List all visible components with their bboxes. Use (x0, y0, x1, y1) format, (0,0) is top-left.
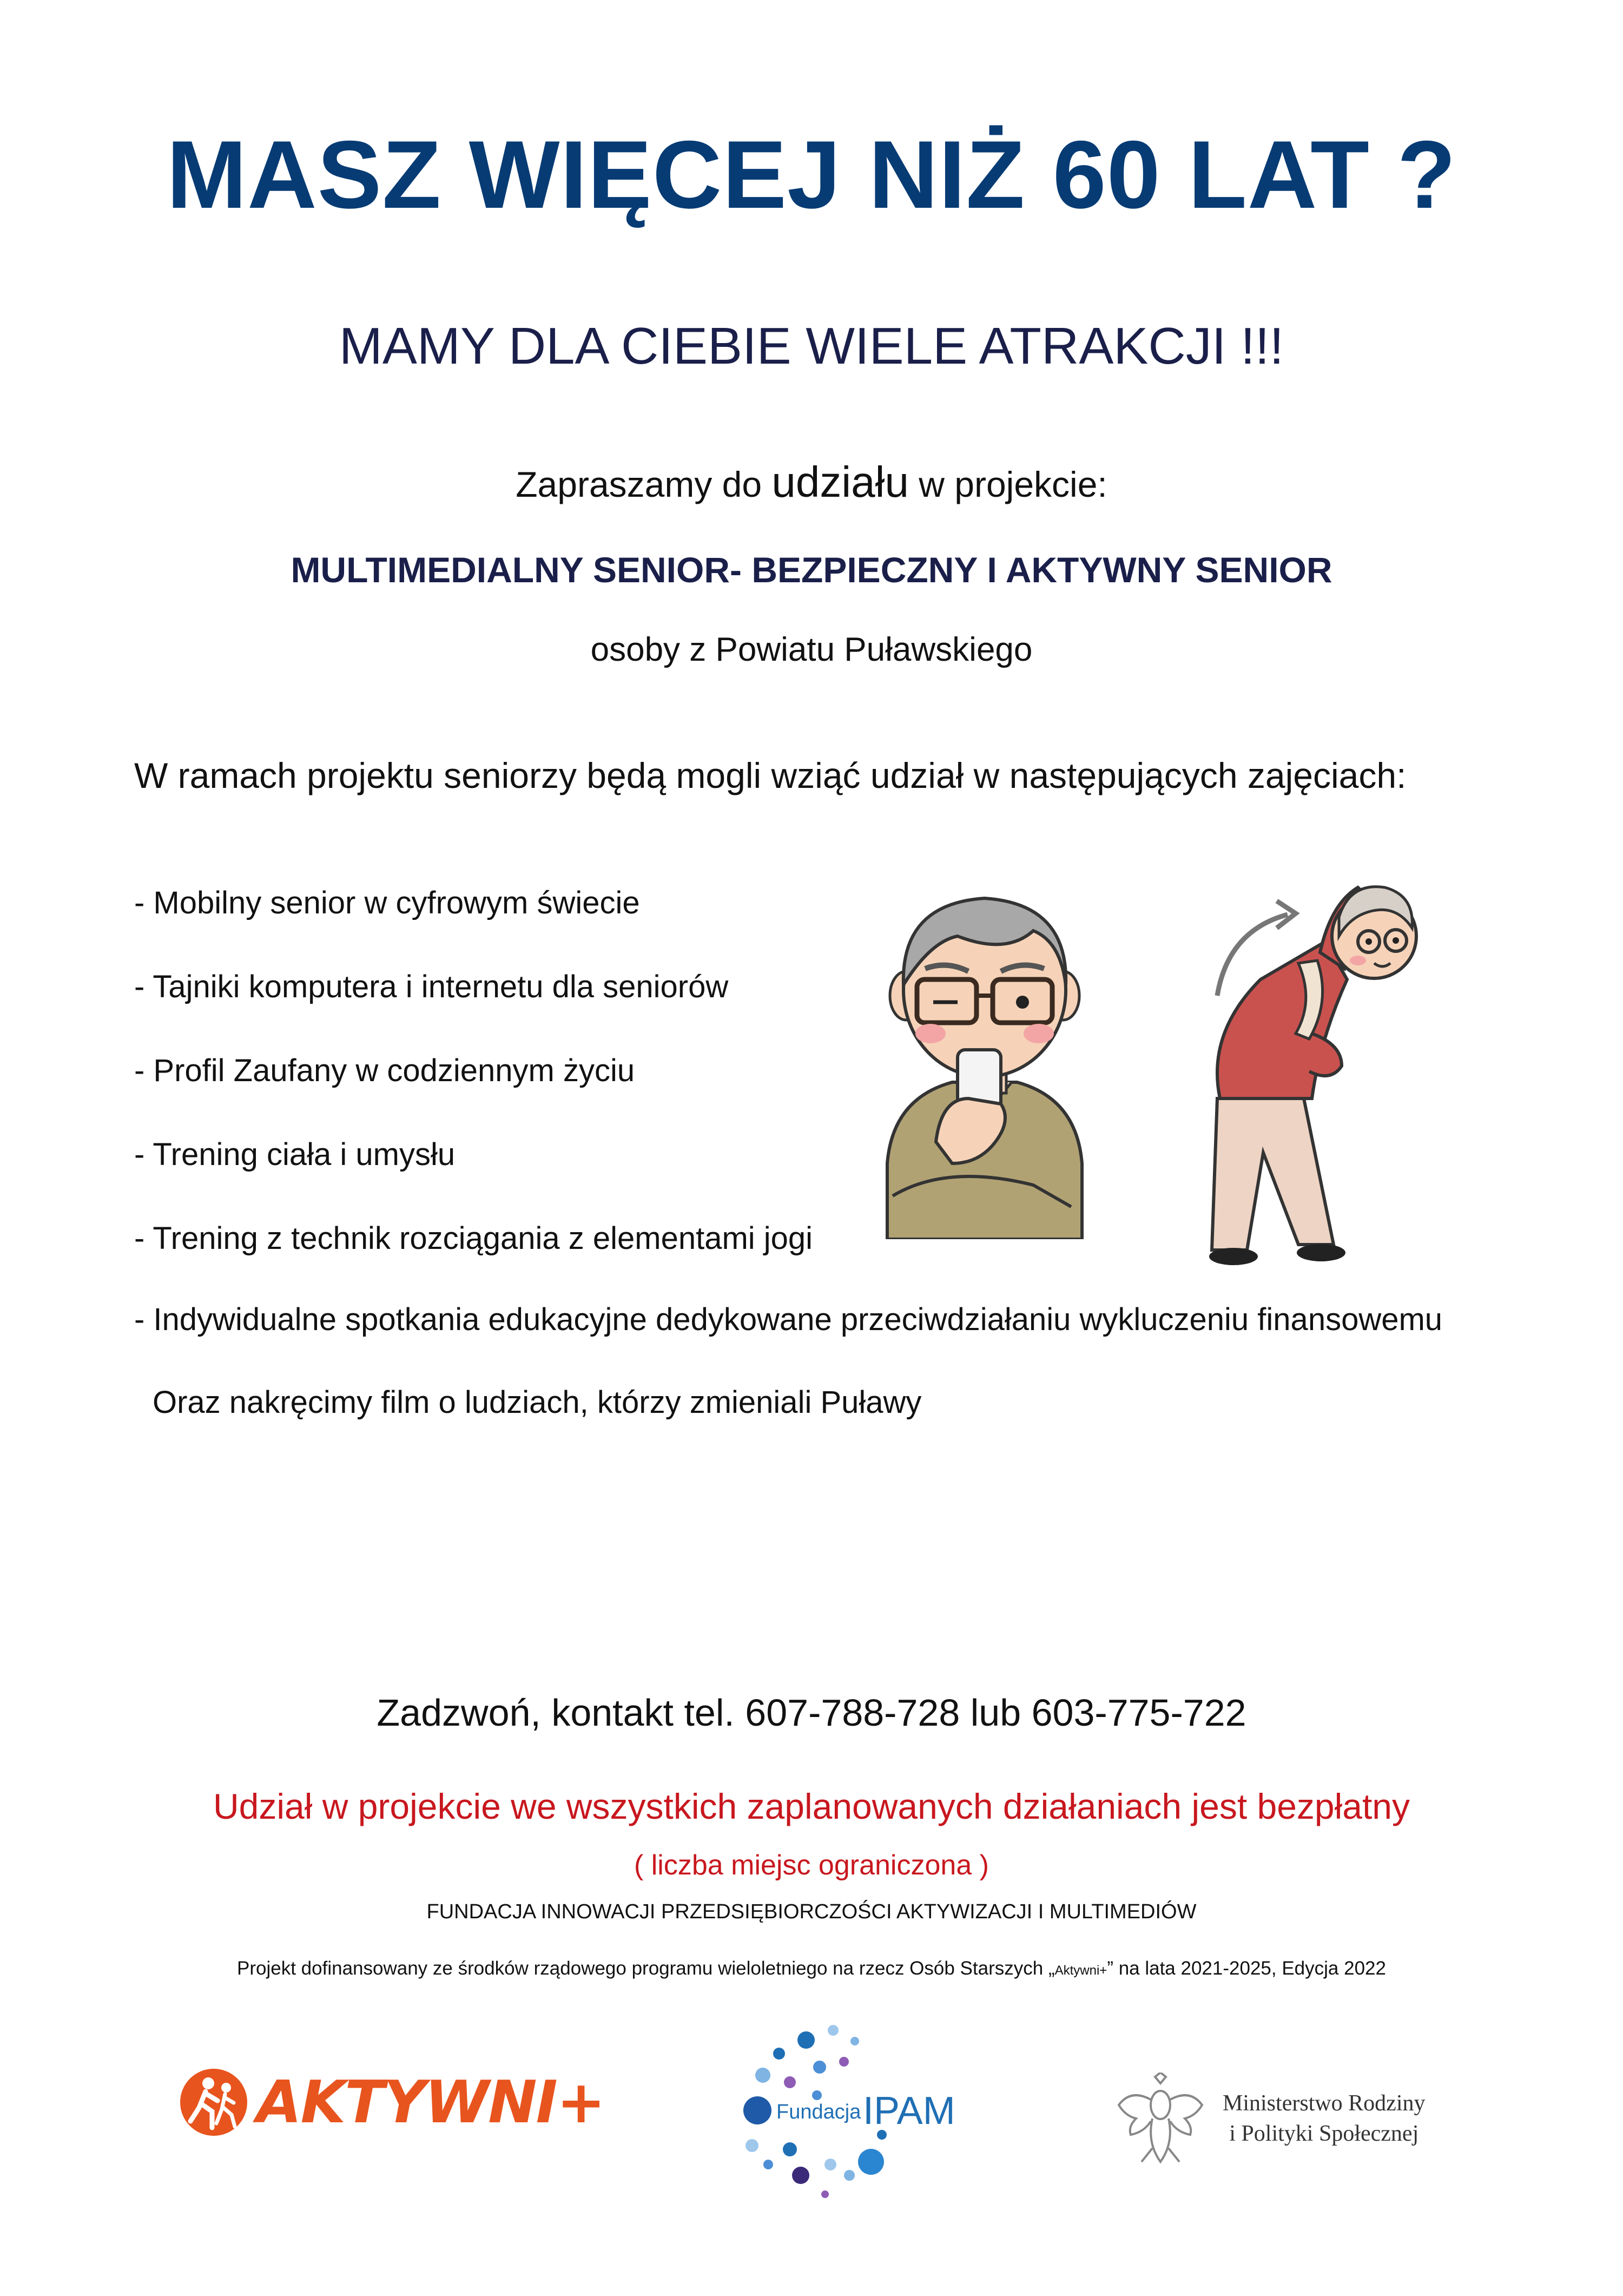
ipam-logo (709, 2002, 955, 2208)
activities-outro: Oraz nakręcimy film o ludziach, którzy zmieniali Puławy (153, 1385, 922, 1420)
funding-after: ” na lata 2021-2025, Edycja 2022 (1107, 1958, 1386, 1979)
free-participation-notice: Udział w projekcie we wszystkich zaplanowanych działaniach jest bezpłatny (213, 1786, 1410, 1826)
invite-text (0, 457, 1623, 507)
invite-after: w projekcie: (908, 464, 1107, 504)
aktywni-logo-text: AKTYWNI+ (256, 2068, 605, 2136)
activity-item: - Trening ciała i umysłu (134, 1137, 456, 1172)
page-title: MASZ WIĘCEJ NIŻ 60 LAT ? (166, 121, 1457, 228)
eagle-emblem-icon (1114, 2073, 1206, 2165)
aktywni-logo (179, 2067, 604, 2137)
funding-program: Aktywni+ (1054, 1963, 1107, 1978)
ministry-logo-line2: i Polityki Społecznej (1229, 2121, 1419, 2146)
project-name: MULTIMEDIALNY SENIOR- BEZPIECZNY I AKTYWNY SENIOR (291, 550, 1332, 590)
invite-before: Zapraszamy do (516, 464, 772, 504)
activities-intro: W ramach projektu seniorzy będą mogli wziąć udział w następujących zajęciach: (134, 755, 1407, 795)
invite-highlight: udziału (771, 458, 909, 506)
senior-woman-stretching-illustration (1196, 871, 1477, 1272)
limited-places-notice: ( liczba miejsc ograniczona ) (634, 1850, 989, 1881)
activity-item: - Tajniki komputera i internetu dla seniorów (134, 969, 729, 1004)
contact-phone: Zadzwoń, kontakt tel. 607-788-728 lub 603-775-722 (377, 1692, 1246, 1734)
ipam-logo-big: IPAM (863, 2089, 955, 2133)
ministry-logo (1114, 2073, 1426, 2165)
activity-item: - Mobilny senior w cyfrowym świecie (134, 885, 640, 920)
funding-info (0, 1958, 1623, 1979)
page-subtitle: MAMY DLA CIEBIE WIELE ATRAKCJI !!! (339, 317, 1284, 375)
runners-icon (179, 2067, 249, 2137)
ministry-logo-line1: Ministerstwo Rodziny (1223, 2091, 1426, 2116)
senior-man-phone-illustration (871, 860, 1098, 1239)
activity-item: - Trening z technik rozciągania z elementami jogi (134, 1221, 813, 1256)
project-target: osoby z Powiatu Puławskiego (590, 631, 1033, 668)
activity-item: - Indywidualne spotkania edukacyjne dedykowane przeciwdziałaniu wykluczeniu finansowemu (134, 1302, 1443, 1337)
funding-before: Projekt dofinansowany ze środków rządowego programu wieloletniego na rzecz Osób Starszych „ (237, 1958, 1055, 1979)
foundation-name: FUNDACJA INNOWACJI PRZEDSIĘBIORCZOŚCI AKTYWIZACJI I MULTIMEDIÓW (426, 1900, 1197, 1923)
activity-item: - Profil Zaufany w codziennym życiu (134, 1053, 635, 1088)
ipam-logo-small: Fundacja (776, 2101, 861, 2123)
